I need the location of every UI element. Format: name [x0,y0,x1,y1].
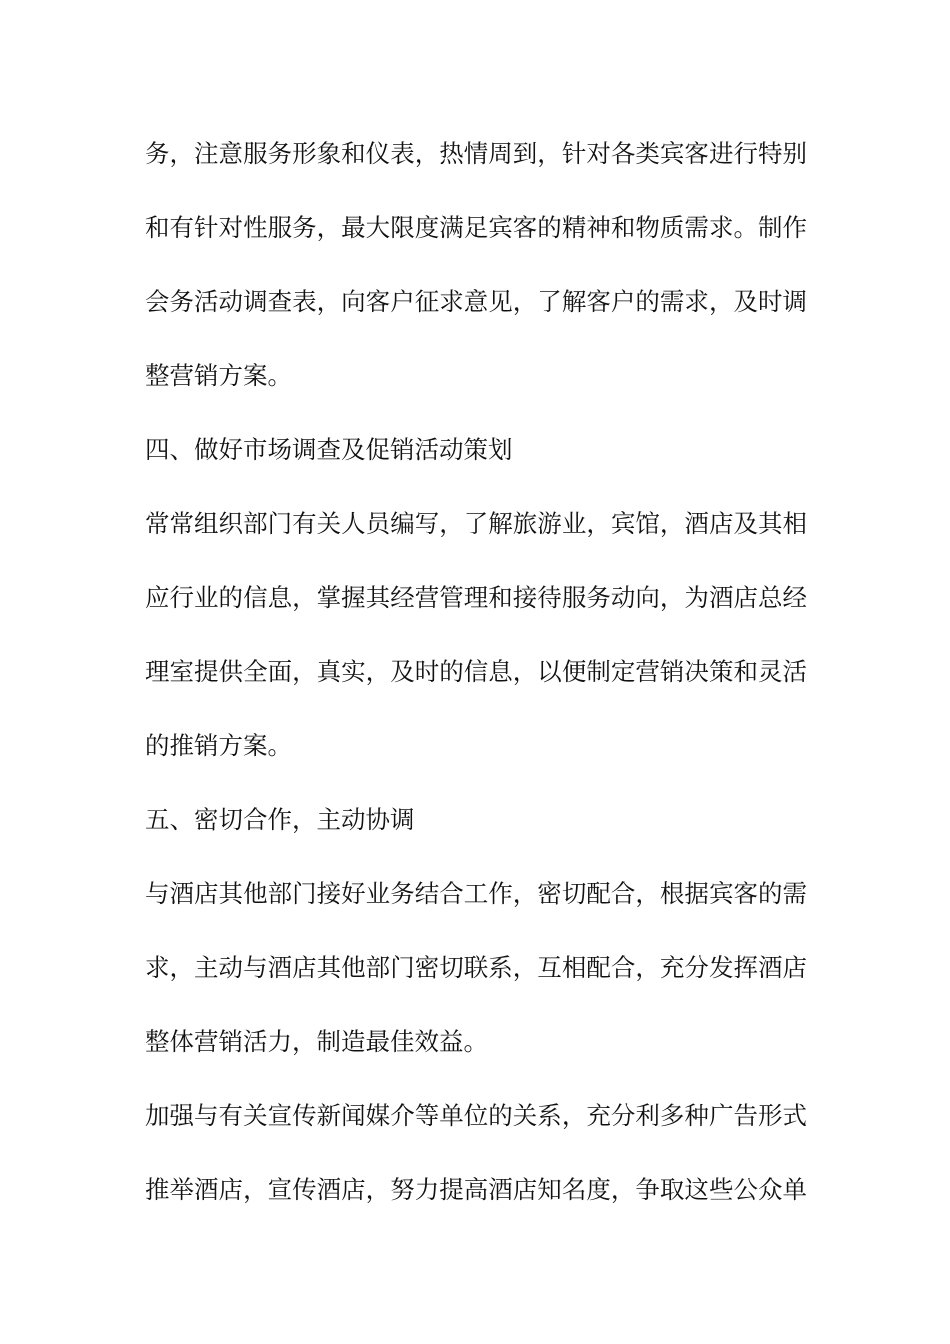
section-heading: 五、密切合作，主动协调 [145,805,415,834]
text-line: 与酒店其他部门接好业务结合工作，密切配合，根据宾客的需 [145,879,807,908]
text-line: 推举酒店，宣传酒店，努力提高酒店知名度，争取这些公众单 [145,1175,807,1204]
text-line: 加强与有关宣传新闻媒介等单位的关系，充分利多种广告形式 [145,1101,807,1130]
text-line: 常常组织部门有关人员编写，了解旅游业，宾馆，酒店及其相 [145,509,807,538]
text-line: 和有针对性服务，最大限度满足宾客的精神和物质需求。制作 [145,213,807,242]
text-line: 整营销方案。 [145,361,292,390]
text-line: 求，主动与酒店其他部门密切联系，互相配合，充分发挥酒店 [145,953,807,982]
text-line: 整体营销活力，制造最佳效益。 [145,1027,488,1056]
text-line: 会务活动调查表，向客户征求意见，了解客户的需求，及时调 [145,287,807,316]
section-heading: 四、做好市场调查及促销活动策划 [145,435,513,464]
text-line: 应行业的信息，掌握其经营管理和接待服务动向，为酒店总经 [145,583,807,612]
text-line: 理室提供全面，真实，及时的信息，以便制定营销决策和灵活 [145,657,807,686]
text-line: 务，注意服务形象和仪表，热情周到，针对各类宾客进行特别 [145,139,807,168]
text-line: 的推销方案。 [145,731,292,760]
